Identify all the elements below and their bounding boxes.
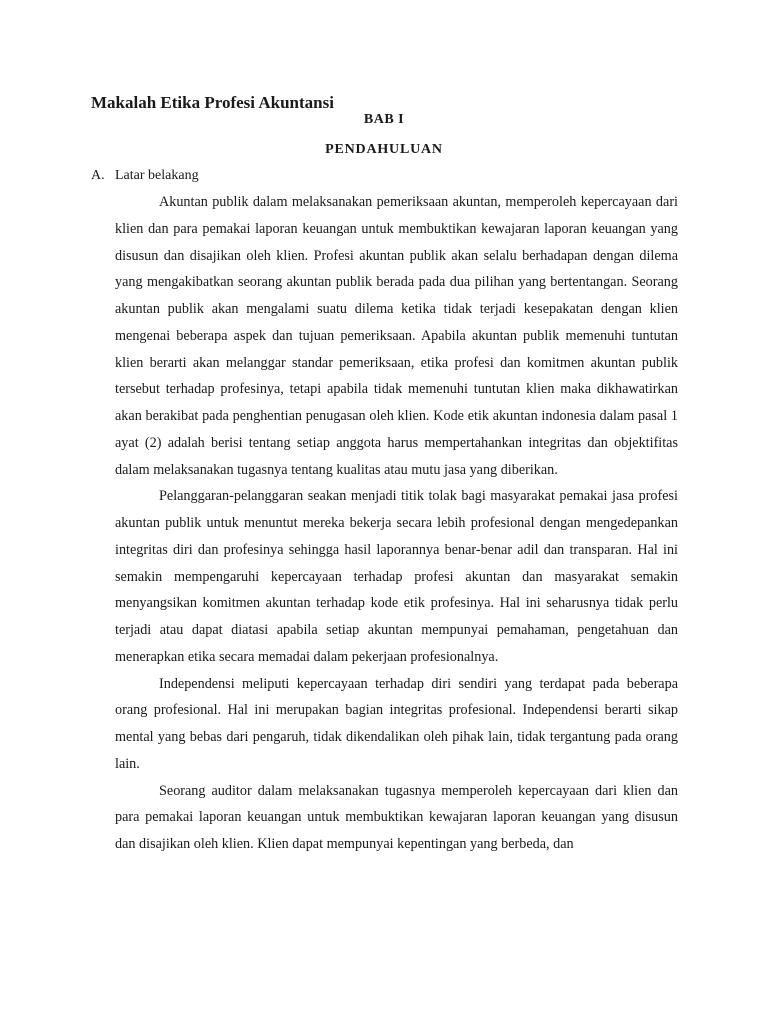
paragraph: Pelanggaran-pelanggaran seakan menjadi titik tolak bagi masyarakat pemakai jasa profesi akuntan publik untuk menuntut mereka bekerja secara lebih profesional dengan mengedepankan integritas diri dan profesinya sehingga hasil laporannya benar-benar adil dan transparan. Hal ini semakin mempengaruhi kepercayaan terhadap profesi akuntan dan masyarakat semakin menyangsikan komitmen akuntan terhadap kode etik profesinya. Hal ini seharusnya tidak perlu terjadi atau dapat diatasi apabila setiap akuntan mempunyai pemahaman, pengetahuan dan menerapkan etika secara memadai dalam pekerjaan profesionalnya. xyxy=(115,488,678,665)
section-heading xyxy=(91,166,199,186)
document-title: Makalah Etika Profesi Akuntansi xyxy=(91,93,334,112)
paragraph: Independensi meliputi kepercayaan terhadap diri sendiri yang terdapat pada beberapa orang profesional. Hal ini merupakan bagian integritas profesional. Independensi berarti sikap mental yang bebas dari pengaruh, tidak dikendalikan oleh pihak lain, tidak tergantung pada orang lain. xyxy=(115,675,678,772)
section-marker: A. xyxy=(91,168,105,183)
chapter-number: BAB I xyxy=(363,112,405,127)
document-body xyxy=(115,189,678,858)
section-heading-text: Latar belakang xyxy=(115,168,199,183)
paragraph: Seorang auditor dalam melaksanakan tugasnya memperoleh kepercayaan dari klien dan para pemakai laporan keuangan untuk membuktikan kewajaran laporan keuangan yang disusun dan disajikan oleh klien. Klien dapat mempunyai kepentingan yang berbeda, dan xyxy=(115,782,678,852)
paragraph: Akuntan publik dalam melaksanakan pemeriksaan akuntan, memperoleh kepercayaan dari klien dan para pemakai laporan keuangan untuk membuktikan kewajaran laporan keuangan yang disusun dan disajikan oleh klien. Profesi akuntan publik akan selalu berhadapan dengan dilema yang mengakibatkan seorang akuntan publik berada pada dua pilihan yang bertentangan. Seorang akuntan publik akan mengalami suatu dilema ketika tidak terjadi kesepakatan dengan klien mengenai beberapa aspek dan tujuan pemeriksaan. Apabila akuntan publik memenuhi tuntutan klien berarti akan melanggar standar pemeriksaan, etika profesi dan komitmen akuntan publik tersebut terhadap profesinya, tetapi apabila tidak memenuhi tuntutan klien maka dikhawatirkan akan berakibat pada penghentian penugasan oleh klien. Kode etik akuntan indonesia dalam pasal 1 ayat (2) adalah berisi tentang setiap anggota harus mempertahankan integritas dan objektifitas dalam melaksanakan tugasnya tentang kualitas atau mutu jasa yang diberikan. xyxy=(115,194,678,478)
chapter-title: PENDAHULUAN xyxy=(325,142,443,157)
